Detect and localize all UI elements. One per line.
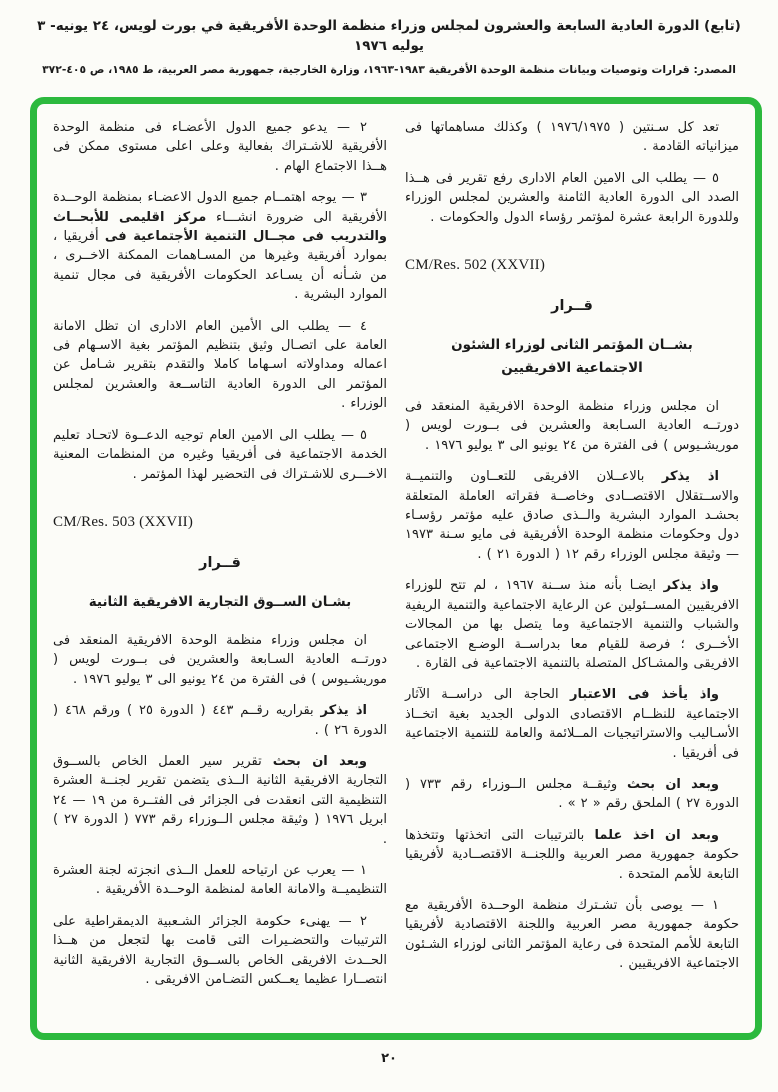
header-source-line: المصدر: قرارات وتوصيات وبيانات منظمة الوحدة الأفريقية ١٩٨٣-١٩٦٣، وزارة الخارجية، جمهورية مصر العربية، ط ١٩٨٥، ص ٤٠٥-٣٧٢ xyxy=(42,63,736,76)
column-left xyxy=(53,118,387,1033)
paragraph-text: الحاجة الى دراســة الآثار الاجتماعية للنظــام الاقتصادى الدولى الجديد بغية اتخــاذ الأسـاليب والاستراتيجيات المــلائمة والعامة للتنمية الاجتماعية فى أفريقيا . xyxy=(405,687,739,761)
paragraph: ٢ — يدعو جميع الدول الأعضـاء فى منظمة الوحدة الأفريقية للاشـتراك بفعالية وعلى اعلى مستوى ممكن فى هــذا الاجتماع الهام . xyxy=(53,120,387,174)
paragraph-lead: وبعد ان اخذ علما xyxy=(594,827,719,843)
page-number: ٢٠ xyxy=(381,1051,397,1066)
paragraph-text: أفريقيا ، بموارد أفريقية وغيرها من المسـاهمات الممكنة الاخــرى ، من شـأنه أن يسـاعد الحكومات الأفريقية فى مجال تنمية الموارد البشرية . xyxy=(53,229,387,303)
paragraph: ٥ — يطلب الى الامين العام توجيه الدعــوة لاتحـاد تعليم الخدمة الاجتماعية فى أفريقيا وغيره من المنظمات المعنية الاخـــرى للاشـتراك فى التحضير لهذا المؤتمر . xyxy=(53,427,387,482)
paragraph: ١ — يوصى بأن تشـترك منظمة الوحــدة الأفريقية مع حكومة جمهورية مصر العربية واللجنة الاقتصادية لأفريقيا التابعة للأمم المتحدة فى رعاية المؤتمر الثانى لوزراء الشـئون الاجتماعية الافريقيين . xyxy=(405,897,739,972)
document-frame xyxy=(30,97,762,1040)
paragraph xyxy=(53,752,387,849)
decree-heading: قــرار xyxy=(199,554,241,571)
paragraph xyxy=(53,188,387,304)
paragraph xyxy=(405,775,739,814)
paragraph-text: بقراريه رقــم ٤٤٣ ( الدورة ٢٥ ) ورقم ٤٦٨ ( الدورة ٢٦ ) . xyxy=(53,703,387,738)
paragraph xyxy=(53,701,387,740)
header-session-title: (تابع) الدورة العادية السابعة والعشرون لمجلس وزراء منظمة الوحدة الأفريقية في بورت لويس، ٢٤ يونيه- ٣ يوليه ١٩٧٦ xyxy=(37,18,741,54)
paragraph-lead: وبعد ان بحث xyxy=(627,776,719,792)
paragraph-lead: اذ يذكر xyxy=(661,469,719,485)
document-header xyxy=(34,16,744,78)
two-column-layout xyxy=(53,118,739,1033)
paragraph xyxy=(405,467,739,564)
decree-heading: قــرار xyxy=(551,298,593,315)
paragraph-lead: اذ يذكر xyxy=(320,703,367,719)
resolution-reference: CM/Res. 503 (XXVII) xyxy=(53,513,194,530)
column-right xyxy=(405,118,739,1033)
paragraph-lead: وبعد ان بحث xyxy=(272,753,367,769)
paragraph-text: بالاعــلان الافريقى للتعــاون والتنميــة والاســتقلال الاقتصــادى وخاصــة فقراته العاملة المتعلقة بحشـد الموارد البشرية والــذى صادق عليه مؤتمر رؤسـاء دول وحكومات منظمة الوحدة الأفريقية فى مايو سـنة ١٩٧٣ — وثيقة مجلس الوزراء رقم ١٢ ( الدورة ٢١ ) . xyxy=(405,469,739,562)
resolution-reference: CM/Res. 502 (XXVII) xyxy=(405,257,546,274)
paragraph-text: تقرير سير العمل الخاص بالســوق التجارية الافريقية الثانية الــذى يتضمن تقرير لجنــة العشرة التنظيمية التى انعقدت فى الجزائر فى الفتــرة من ١٩ — ٢٤ ابريل ١٩٧٦ ( وثيقة مجلس الــوزراء رقم ٧٧٣ ( الدورة ٢٧ ) . xyxy=(53,753,388,847)
paragraph-text: ٣ — يوجه اهتمــام جميع الدول الاعضـاء بمنظمة الوحــدة الأفريقية الى ضرورة انشـــاء xyxy=(53,190,387,225)
paragraph: ٥ — يطلب الى الامين العام الادارى رفع تقرير فى هــذا الصدد الى الدورة العادية الثامنة والعشرين لمجلس الوزراء وللدورة الرابعة عشرة لمؤتمر رؤساء الدول والحكومات . xyxy=(405,170,739,225)
paragraph xyxy=(405,826,739,884)
paragraph-text: بالترتيبات التى اتخذتها وتتخذها حكومة جمهورية مصر العربية واللجنــة الاقتصــادية لأفريقيا التابعة للأمم المتحدة . xyxy=(405,827,739,882)
paragraph: ٢ — يهنىء حكومة الجزائر الشـعبية الديمقراطية على الترتيبات والتحضـيرات التى قامت بها لتجعل من هــذا الحــدث الافريقى الخاص بالســوق التجارية الافريقية الثانية انتصــارا عظيما يعــكس التضـامن الافريقى . xyxy=(53,913,387,987)
subject-heading: بشـان الســوق التجارية الافريقية الثانية xyxy=(88,593,352,610)
paragraph: ١ — يعرب عن ارتياحه للعمل الــذى انجزته لجنة العشرة التنظيميــة والامانة العامة لمنظمة الوحــدة الأفريقية . xyxy=(53,862,387,898)
paragraph: تعد كل سـنتين ( ١٩٧٦/١٩٧٥ ) وكذلك مساهماتها فى ميزانياته القادمة . xyxy=(405,120,739,155)
paragraph: ان مجلس وزراء منظمة الوحدة الافريقية المنعقد فى دورتــه العادية السـابعة والعشرين فى بــورت لويس ( موريشـيوس ) فى الفترة من ٢٤ يونيو الى ٣ يوليو ١٩٧٦ . xyxy=(405,399,739,453)
paragraph-text: وثيقــة مجلس الــوزراء رقم ٧٣٣ ( الدورة ٢٧ ) الملحق رقم « ٢ » . xyxy=(405,776,739,812)
paragraph: ان مجلس وزراء منظمة الوحدة الافريقية المنعقد فى دورتــه العادية السـابعة والعشرين فى بــورت لويس ( موريشـيوس ) فى الفترة من ٢٤ يونيو الى ٣ يوليو ١٩٧٦ . xyxy=(53,632,387,687)
paragraph-lead: واذ يأخذ فى الاعتبار xyxy=(570,687,719,703)
paragraph-emphasis: مركز اقليمى للأبحــاث والتدريب فى مجــال التنمية الأجتماعية فى xyxy=(53,209,387,245)
subject-heading: بشــان المؤتمر الثانى لوزراء الشئون الاجتماعية الافريقيين xyxy=(451,337,693,377)
paragraph-lead: واذ يذكر xyxy=(663,578,719,594)
paragraph xyxy=(405,576,739,673)
paragraph: ٤ — يطلب الى الأمين العام الادارى ان تظل الامانة العامة على اتصـال وثيق بتنظيم المؤتمر بغية الاسـهام فى اعماله ومداولاته اسـهاما كاملا والتقدم بتقرير شـامل عن المؤتمر الى الدورة العادية التاســعة والعشرين لمجلس الوزراء . xyxy=(53,318,387,412)
paragraph-text: ايضـا بأنه منذ ســنة ١٩٦٧ ، لم تتح للوزراء الافريقيين المســئولين عن الرعاية الاجتماعية والتنمية الريفية والشباب والتنمية الاجتماعية وما يتصل بها من المجالات الأخــرى ؛ فرصة للقيام معا بدراســة الوضـع الاجتماعى الافريقى والمشـاكل المتصلة بالتنمية الاجتماعية فى القارة . xyxy=(405,578,739,671)
paragraph xyxy=(405,685,739,763)
